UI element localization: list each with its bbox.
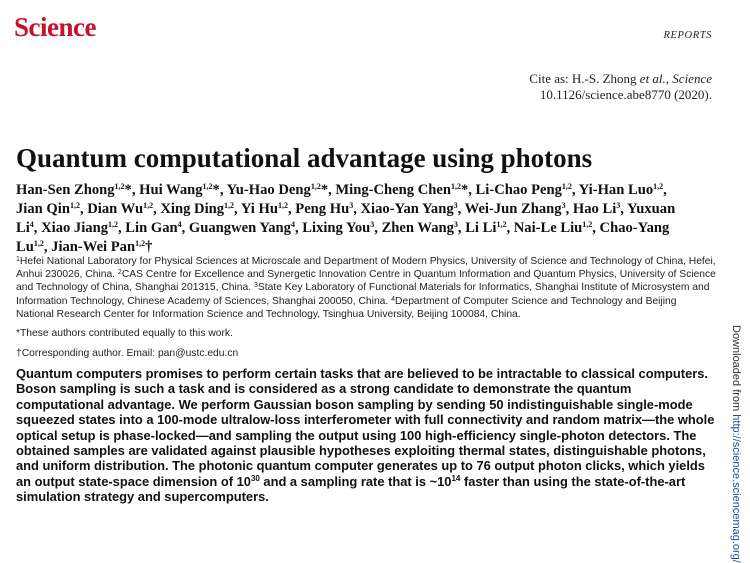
citation-line-1 [529,71,712,87]
author-name: Hao Li [572,201,617,217]
author [579,182,663,198]
author-name: Lixing You [302,220,371,236]
author [465,220,506,236]
author-name: Yi Hu [240,201,278,217]
author-name: Peng Hu [295,201,350,217]
author-name: Xiao Jiang [41,220,108,236]
author-name: Yuxuan Li [16,201,676,236]
author-name: Yi-Han Luo [578,182,654,198]
author [160,201,234,217]
author-affiliation-marker: 1,2 [653,182,664,191]
author-affiliation-marker: 1,2 [496,220,507,229]
author [361,201,458,217]
author [514,220,593,236]
author [139,182,220,198]
author [87,201,153,217]
author-list: Han-Sen Zhong$^{1,2}$*, Hui Wang$^{1,2}$*, Yu-Hao Deng$^{1,2}$*, Ming-Cheng Chen$^{1,2}$*, Li-Chao Peng$^{1,2}$, Yi-Han Luo$^{1,2}$, Jian Qin$^{1,2}$, Dian Wu$^{1,2}$, Xing Ding$^{1,2}$, Yi Hu$^{1,2}$, Peng Hu$^3$, Xiao-Yan Yang$^3$, Wei-Jun Zhang$^3$, Hao Li$^3$, Yuxuan Li$^4$, Xiao Jiang$^{1,2}$, Lin Gan$^4$, Guangwen Yang$^4$, Lixing You$^3$, Zhen Wang$^3$, Li Li$^{1,2}$, Nai-Le Liu$^{1,2}$, Chao-Yang Lu$^{1,2}$, Jian-Wei Pan$^{1,2}$† [16,182,676,255]
author [241,201,288,217]
author [51,239,152,255]
author-affiliation-marker: 3 [349,201,354,210]
author-affiliation-marker: 1,2 [202,182,213,191]
download-watermark [730,325,742,563]
affiliation-number: 3 [253,282,258,290]
author [41,220,118,236]
author-name: Li-Chao Peng [475,182,562,198]
author [302,220,374,236]
author [335,182,468,198]
affiliation-text: Hefei National Laboratory for Physical Sciences at Microscale and Department of Modern Physics, University of Science and Technology of China, Hefei, Anhui 230026, China. [16,256,716,281]
author [476,182,572,198]
abstract-exponent-2: 14 [451,473,461,483]
affiliation-number: 4 [391,295,396,303]
author-affiliation-marker: 1,2 [114,182,125,191]
author-name: Chao-Yang Lu [16,220,670,255]
journal-logo: Science [14,12,96,42]
author [295,201,353,217]
author-affiliation-marker: 1,2 [135,239,146,248]
citation-etal: et al. [639,71,666,86]
author [382,220,458,236]
author-affiliation-marker: 1,2 [224,201,235,210]
abstract-part-3: faster than using the state-of-the-art simulation strategy and supercomputers. [16,473,686,505]
author-affiliation-marker: 3 [453,201,458,210]
author-name: Zhen Wang [381,220,454,236]
affiliation-text: CAS Centre for Excellence and Synergetic Innovation Centre in Quantum Information and Quantum Physics, University of Science and Technology of China, Shanghai 201315, China. [16,269,716,294]
affiliations [16,255,716,321]
author-name: Jian-Wei Pan [51,239,136,255]
author-name: Yu-Hao Deng [226,182,311,198]
equal-contribution-note: *These authors contributed equally to this work. [16,328,233,339]
author [16,201,80,217]
citation-prefix: Cite as: H.-S. Zhong [529,71,640,86]
author-affiliation-marker: 3 [453,220,458,229]
author-affiliation-marker: 1,2 [33,239,44,248]
abstract [16,366,720,505]
author-affiliation-marker: 4 [29,220,34,229]
author-affiliation-marker: 1,2 [310,182,321,191]
paper-title: Quantum computational advantage using photons [16,143,593,173]
author [125,220,181,236]
author [189,220,295,236]
abstract-exponent-1: 30 [250,473,260,483]
author-role-mark: * [320,182,329,198]
author-name: Wei-Jun Zhang [464,201,562,217]
author-affiliation-marker: 1,2 [143,201,154,210]
corresponding-author-note: †Corresponding author. Email: pan@ustc.edu.cn [16,348,239,359]
author-affiliation-marker: 1,2 [561,182,572,191]
affiliation-text: State Key Laboratory of Functional Materials for Informatics, Shanghai Institute of Microsystem and Information Technology, Chinese Academy of Sciences, Shanghai 200050, China. [16,282,710,307]
author-name: Lin Gan [125,220,178,236]
author-name: Ming-Cheng Chen [335,182,451,198]
abstract-part-2: and a sampling rate that is ~10 [259,473,452,489]
citation [529,71,712,103]
author-affiliation-marker: 3 [616,201,621,210]
download-link[interactable]: http://science.sciencemag.org/ [730,414,742,563]
author [227,182,329,198]
affiliation-number: 1 [16,256,20,263]
author-role-mark: † [145,239,153,255]
affiliation-number: 2 [117,269,122,277]
author-affiliation-marker: 1,2 [450,182,461,191]
author-affiliation-marker: 1,2 [69,201,80,210]
author-affiliation-marker: 3 [561,201,566,210]
author-role-mark: * [212,182,220,198]
author-affiliation-marker: 1,2 [277,201,288,210]
author-name: Xing Ding [160,201,225,217]
author-name: Dian Wu [87,201,144,217]
author [573,201,620,217]
author-affiliation-marker: 3 [370,220,375,229]
citation-sep: , [665,71,673,86]
citation-journal: Science [672,71,712,86]
author-name: Nai-Le Liu [513,220,583,236]
author-name: Xiao-Yan Yang [360,201,454,217]
citation-doi: 10.1126/science.abe8770 (2020). [539,87,712,102]
author-affiliation-marker: 4 [177,220,182,229]
author-name: Guangwen Yang [188,220,291,236]
author-affiliation-marker: 1,2 [582,220,593,229]
section-label: REPORTS [663,30,712,41]
author-role-mark: * [124,182,132,198]
author-name: Li Li [465,220,497,236]
author-role-mark: * [460,182,469,198]
author-name: Hui Wang [139,182,203,198]
author-affiliation-marker: 4 [290,220,295,229]
abstract-part-1: Quantum computers promises to perform certain tasks that are believed to be intractable to classical computers. Boson sampling is such a task and is considered as a strong candidate to demonstrate the quantum computational advantage. We perform Gaussian boson sampling by sending 50 indistinguishable single-mode squeezed states into a 100-mode ultralow-loss interferometer with full connectivity and random matrix—the whole optical setup is phase-locked—and sampling the output using 100 high-efficiency single-photon detectors. The obtained samples are validated against plausible hypotheses exploiting thermal states, distinguishable photons, and uniform distribution. The photonic quantum computer generates up to 76 output photon clicks, which yields an output state-space dimension of 10 [16,366,715,489]
affiliation-text: Department of Computer Science and Technology and Beijing National Research Center for Information Science and Technology, Tsinghua University, Beijing 100084, China. [16,295,677,320]
author-name: Han-Sen Zhong [16,182,115,198]
author-name: Jian Qin [16,201,70,217]
author [16,182,132,198]
author-affiliation-marker: 1,2 [108,220,118,229]
download-prefix: Downloaded from [730,325,742,415]
author [465,201,566,217]
